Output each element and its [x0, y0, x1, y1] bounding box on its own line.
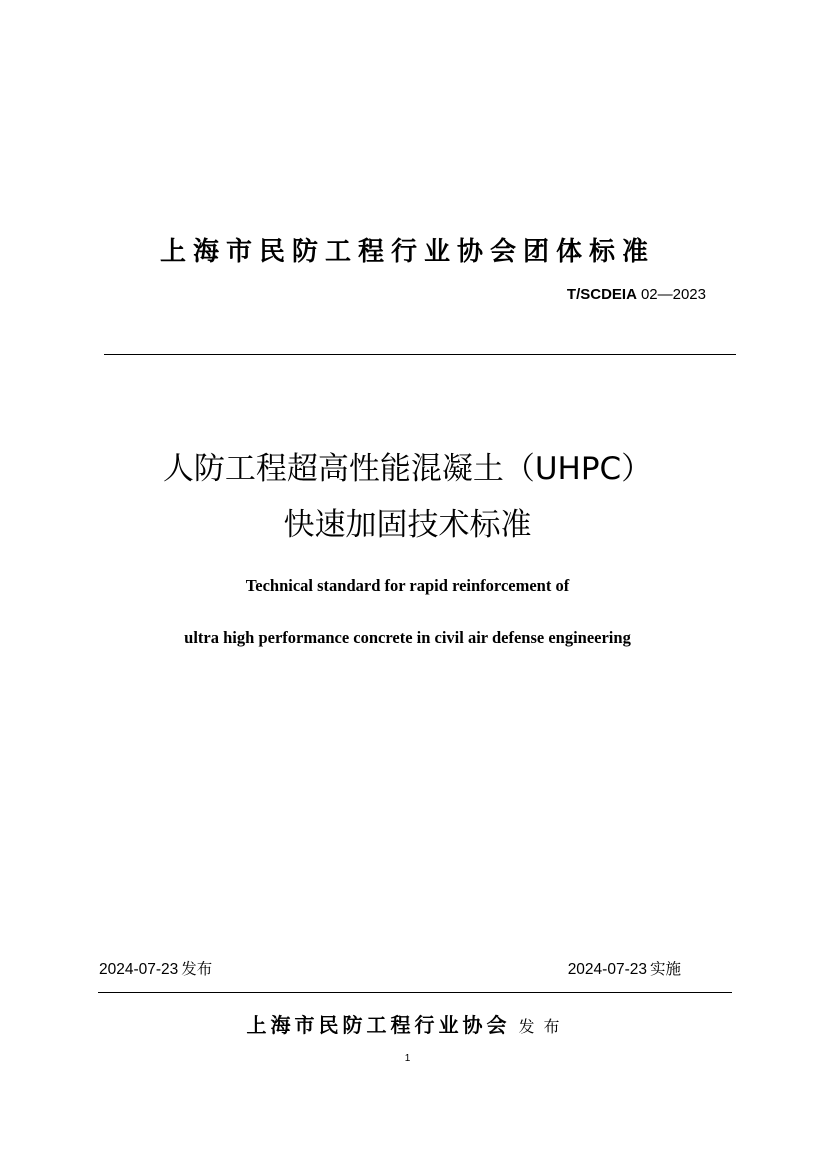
- title-en-line2: ultra high performance concrete in civil air defense engineering: [184, 628, 631, 647]
- org-standard-title: 上海市民防工程行业协会团体标准: [159, 237, 655, 267]
- top-divider: [104, 354, 736, 355]
- publisher-name: 上海市民防工程行业协会: [246, 1013, 511, 1037]
- title-en-line1: Technical standard for rapid reinforcement of: [245, 576, 570, 595]
- standard-code: T/SCDEIA: [566, 286, 637, 303]
- standard-number-value: 02—2023: [640, 286, 706, 303]
- publisher: [0, 1008, 815, 1044]
- implement-date-value: 2024-07-23: [567, 961, 647, 978]
- title-cn-line2: 快速加固技术标准: [283, 507, 532, 543]
- title-cn-line1: 人防工程超高性能混凝土（UHPC）: [162, 451, 653, 487]
- issue-date-value: 2024-07-23: [99, 961, 179, 978]
- issue-date: [99, 958, 212, 981]
- page-number: 1: [404, 1053, 411, 1064]
- bottom-divider: [98, 992, 732, 993]
- publisher-action: 发布: [518, 1017, 569, 1036]
- implement-date: [568, 958, 681, 981]
- issue-date-label: 发布: [181, 960, 213, 978]
- standard-number: [567, 285, 706, 305]
- implement-date-label: 实施: [649, 960, 681, 978]
